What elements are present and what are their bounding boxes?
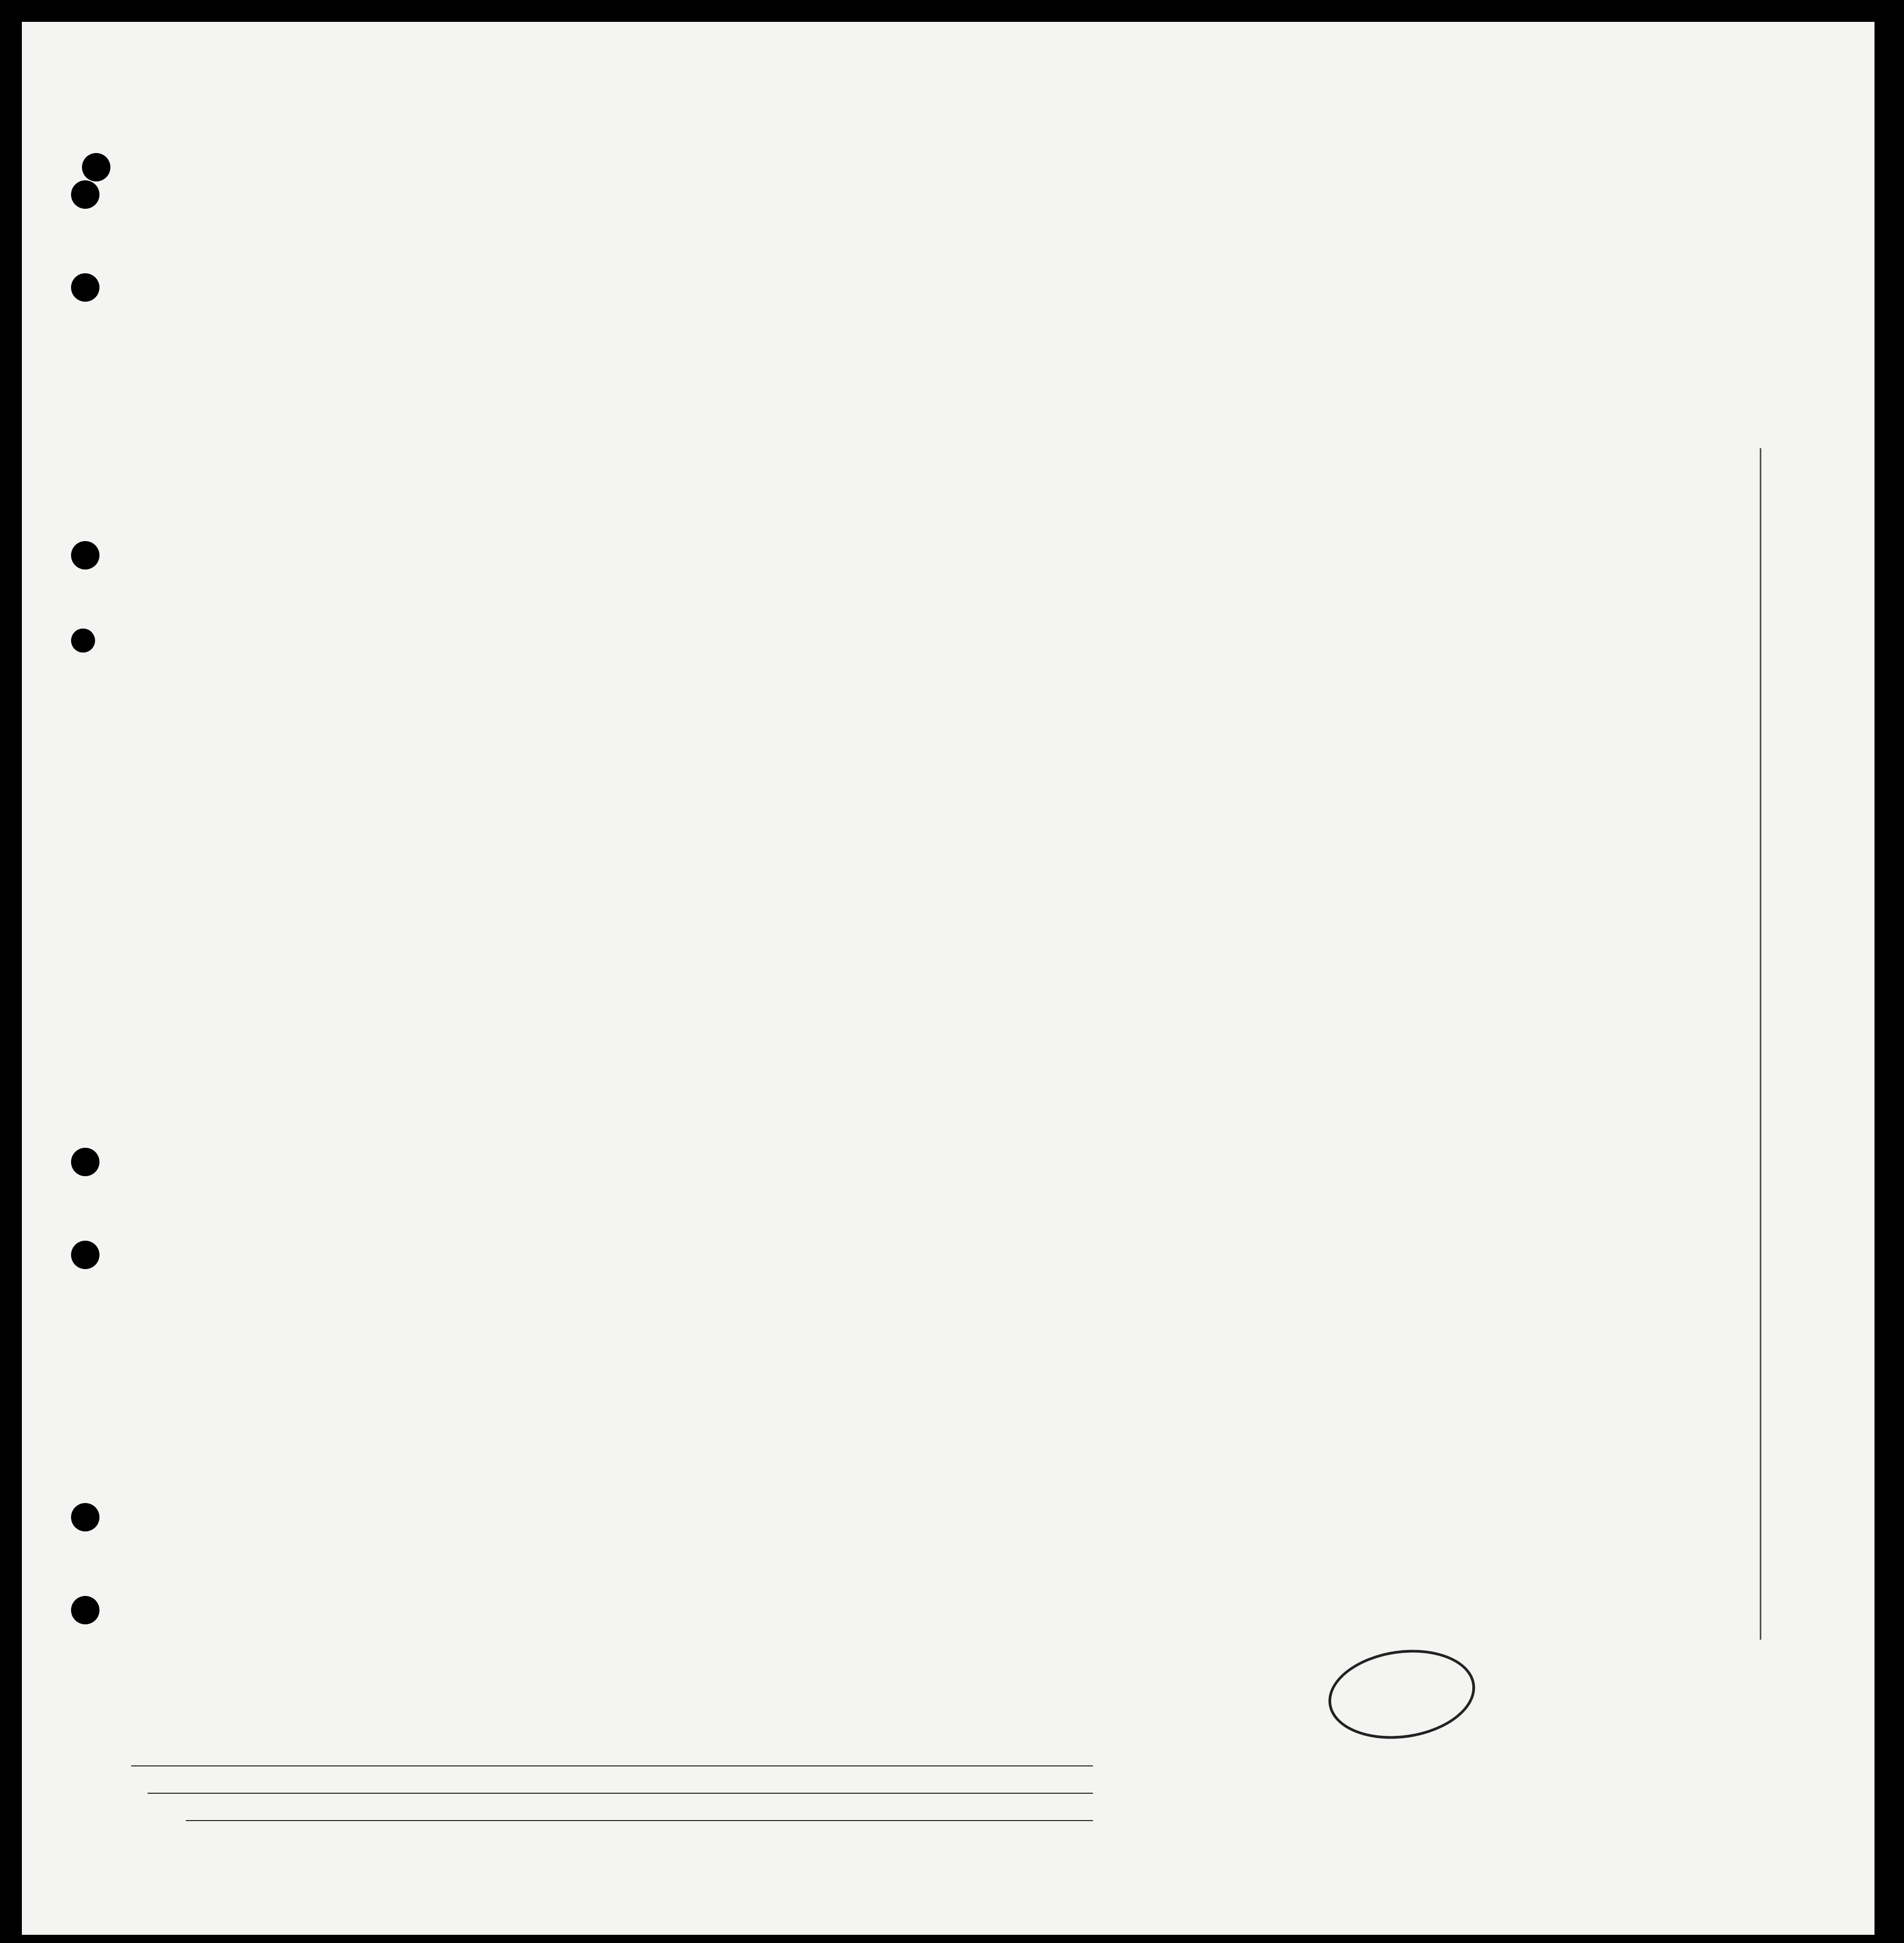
- punch-hole: [71, 1148, 99, 1176]
- stamp-bottom: [1326, 1650, 1467, 1669]
- punch-hole: [71, 541, 99, 570]
- punch-hole: [71, 1596, 99, 1624]
- owners-rule: [148, 1793, 1093, 1794]
- manifest-page: [22, 22, 1874, 1935]
- stamp-date: [1326, 1650, 1467, 1669]
- punch-hole: [71, 629, 95, 653]
- vessel-line: [246, 232, 1667, 260]
- punch-hole: [71, 1503, 99, 1531]
- stamp-top: [1326, 1648, 1467, 1668]
- punch-hole: [71, 180, 99, 209]
- line-rule: [131, 1765, 1093, 1766]
- office-stamp: [1323, 1641, 1481, 1748]
- agents-rule: [186, 1820, 1093, 1821]
- inspector-line: [1760, 448, 1761, 1640]
- punch-hole: [71, 1241, 99, 1269]
- punch-hole: [71, 273, 99, 302]
- punch-hole: [82, 153, 110, 181]
